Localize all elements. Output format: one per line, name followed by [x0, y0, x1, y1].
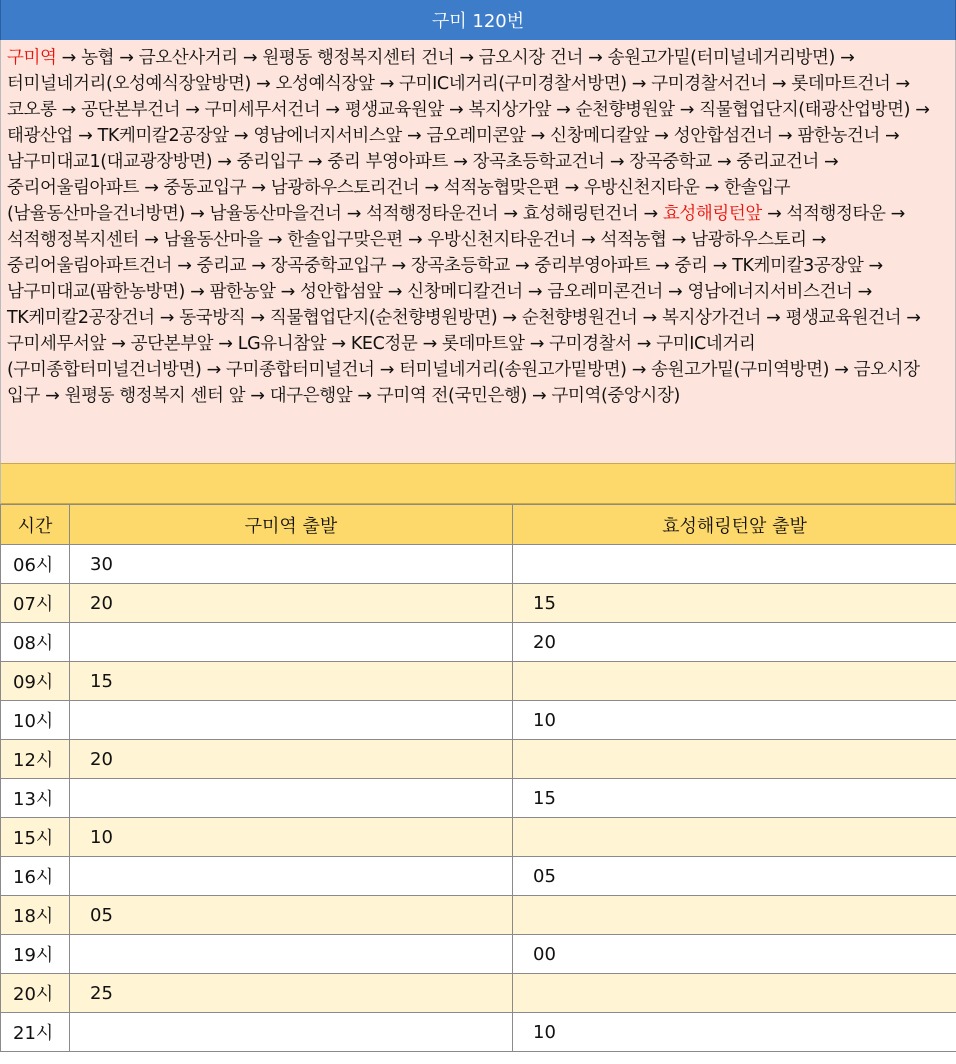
- table-row: [1, 1013, 956, 1052]
- table-row: [1, 779, 956, 818]
- hour-cell: 21시: [1, 1013, 70, 1052]
- table-row: [1, 896, 956, 935]
- timetable-body: [1, 545, 956, 1052]
- header-hour: 시간: [1, 505, 70, 545]
- hour-cell: 10시: [1, 701, 70, 740]
- title-text: 구미 120번: [431, 11, 525, 32]
- table-row: [1, 974, 956, 1013]
- timetable: [0, 504, 956, 1052]
- page-title: [0, 0, 956, 40]
- hour-cell: 06시: [1, 545, 70, 584]
- hour-cell: 12시: [1, 740, 70, 779]
- gumi-departure-cell: 20: [70, 740, 513, 779]
- gumi-departure-cell: 10: [70, 818, 513, 857]
- table-row: [1, 818, 956, 857]
- hour-cell: 08시: [1, 623, 70, 662]
- gumi-departure-cell: 15: [70, 662, 513, 701]
- hyosung-departure-cell: 10: [513, 1013, 956, 1052]
- hyosung-departure-cell: 05: [513, 857, 956, 896]
- gumi-departure-cell: 20: [70, 584, 513, 623]
- table-row: [1, 662, 956, 701]
- hyosung-departure-cell: 15: [513, 584, 956, 623]
- gumi-departure-cell: 05: [70, 896, 513, 935]
- table-row: [1, 935, 956, 974]
- header-from-hyosung: 효성해링턴앞 출발: [513, 505, 956, 545]
- hour-cell: 15시: [1, 818, 70, 857]
- gumi-departure-cell: [70, 935, 513, 974]
- hyosung-departure-cell: [513, 662, 956, 701]
- table-row: [1, 623, 956, 662]
- table-row: [1, 584, 956, 623]
- hyosung-departure-cell: [513, 896, 956, 935]
- hyosung-departure-cell: 15: [513, 779, 956, 818]
- gumi-departure-cell: 30: [70, 545, 513, 584]
- hyosung-departure-cell: [513, 740, 956, 779]
- route-description: [0, 40, 956, 463]
- header-from-gumi: 구미역 출발: [70, 505, 513, 545]
- hour-cell: 18시: [1, 896, 70, 935]
- gumi-departure-cell: 25: [70, 974, 513, 1013]
- hour-cell: 19시: [1, 935, 70, 974]
- table-row: [1, 545, 956, 584]
- section-divider: [0, 463, 956, 504]
- gumi-departure-cell: [70, 623, 513, 662]
- gumi-departure-cell: [70, 1013, 513, 1052]
- gumi-departure-cell: [70, 857, 513, 896]
- hour-cell: 20시: [1, 974, 70, 1013]
- route-origin: 구미역: [7, 48, 57, 68]
- route-turnaround: 효성해링턴앞: [662, 204, 762, 224]
- gumi-departure-cell: [70, 779, 513, 818]
- hyosung-departure-cell: [513, 545, 956, 584]
- hour-cell: 16시: [1, 857, 70, 896]
- hyosung-departure-cell: [513, 974, 956, 1013]
- hour-cell: 09시: [1, 662, 70, 701]
- hour-cell: 07시: [1, 584, 70, 623]
- table-row: [1, 857, 956, 896]
- hyosung-departure-cell: 10: [513, 701, 956, 740]
- hyosung-departure-cell: 20: [513, 623, 956, 662]
- table-header-row: [1, 505, 956, 545]
- hyosung-departure-cell: 00: [513, 935, 956, 974]
- gumi-departure-cell: [70, 701, 513, 740]
- hyosung-departure-cell: [513, 818, 956, 857]
- table-row: [1, 740, 956, 779]
- route-stops-outbound: → 농협 → 금오산사거리 → 원평동 행정복지센터 건너 → 금오시장 건너 → 송원고가밑(터미널네거리방면) → 터미널네거리(오성예식장앞방면) → 오성예식장앞 → 구미IC네거리(구미경찰서방면) → 구미경찰서건너 → 롯데마트건너 → 코오롱 → 공단본부건너 → 구미세무서건너 → 평생교육원앞 → 복지상가앞 → 순천향병원앞 → 직물협업단지(태광산업방면) → 태광산업 → TK케미칼2공장앞 → 영남에너지서비스앞 → 금오레미콘앞 → 신창메디칼앞 → 성안합섬건너 → 팜한농건너 → 남구미대교1(대교광장방면) → 중리입구 → 중리 부영아파트 → 장곡초등학교건너 → 장곡중학교 → 중리교건너 → 중리어울림아파트 → 중동교입구 → 남광하우스토리건너 → 석적농협맞은편 → 우방신천지타운 → 한솔입구(남율동산마을건너방면) → 남율동산마을건너 → 석적행정타운건너 → 효성해링턴건너 →: [7, 48, 930, 224]
- table-row: [1, 701, 956, 740]
- hour-cell: 13시: [1, 779, 70, 818]
- route-stops-inbound: → 석적행정타운 → 석적행정복지센터 → 남율동산마을 → 한솔입구맞은편 → 우방신천지타운건너 → 석적농협 → 남광하우스토리 → 중리어울림아파트건너 → 중리교 → 장곡중학교입구 → 장곡초등학교 → 중리부영아파트 → 중리 → TK케미칼3공장앞 → 남구미대교(팜한농방면) → 팜한농앞 → 성안합섬앞 → 신창메디칼건너 → 금오레미콘건너 → 영남에너지서비스건너 → TK케미칼2공장건너 → 동국방직 → 직물협업단지(순천향병원방면) → 순천향병원건너 → 복지상가건너 → 평생교육원건너 → 구미세무서앞 → 공단본부앞 → LG유니참앞 → KEC정문 → 롯데마트앞 → 구미경찰서 → 구미IC네거리(구미종합터미널건너방면) → 구미종합터미널건너 → 터미널네거리(송원고가밑방면) → 송원고가밑(구미역방면) → 금오시장 입구 → 원평동 행정복지 센터 앞 → 대구은행앞 → 구미역 전(국민은행) → 구미역(중앙시장): [7, 204, 921, 406]
